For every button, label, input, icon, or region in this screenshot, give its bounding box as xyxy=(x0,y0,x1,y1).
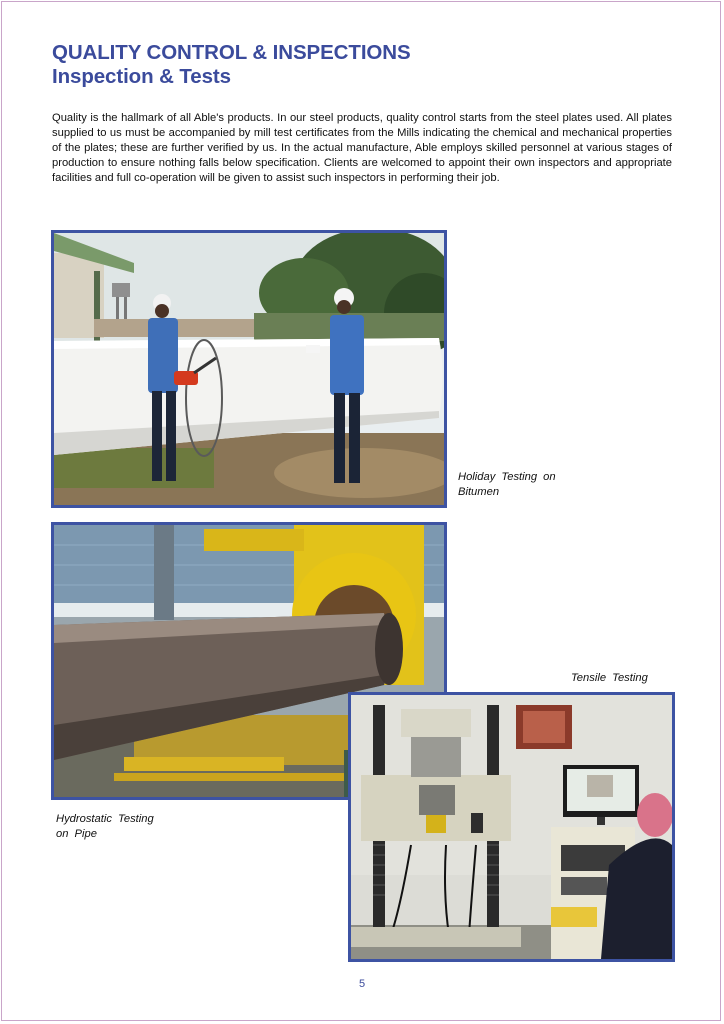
page-title: QUALITY CONTROL & INSPECTIONS xyxy=(52,41,411,64)
caption-line: Hydrostatic Testing xyxy=(56,813,154,825)
tensile-testing-photo xyxy=(348,692,675,962)
tensile-testing-caption xyxy=(571,671,648,686)
holiday-testing-caption xyxy=(458,470,556,500)
caption-line: Bitumen xyxy=(458,486,500,498)
page-subtitle: Inspection & Tests xyxy=(52,65,231,88)
page-number: 5 xyxy=(358,978,366,990)
intro-paragraph: Quality is the hallmark of all Able's products. In our steel products, quality control starts from the steel plates used. All plates supplied to us must be accompanied by mill test certificates from the Mills indicating the chemical and mechanical properties of the plates; these are further verified by us. In the actual manufacture, Able employs skilled personnel at various stages of production to ensure nothing falls below specification. Clients are welcomed to appoint their own inspectors and appropriate facilities and full co-operation will be given to assist such inspectors in performing their job. xyxy=(52,112,672,184)
page-heading xyxy=(52,41,411,89)
holiday-testing-photo xyxy=(51,230,447,508)
caption-line: on Pipe xyxy=(56,828,97,840)
caption-line: Tensile Testing xyxy=(571,672,648,684)
caption-line: Holiday Testing on xyxy=(458,471,556,483)
hydrostatic-testing-caption xyxy=(56,812,154,842)
